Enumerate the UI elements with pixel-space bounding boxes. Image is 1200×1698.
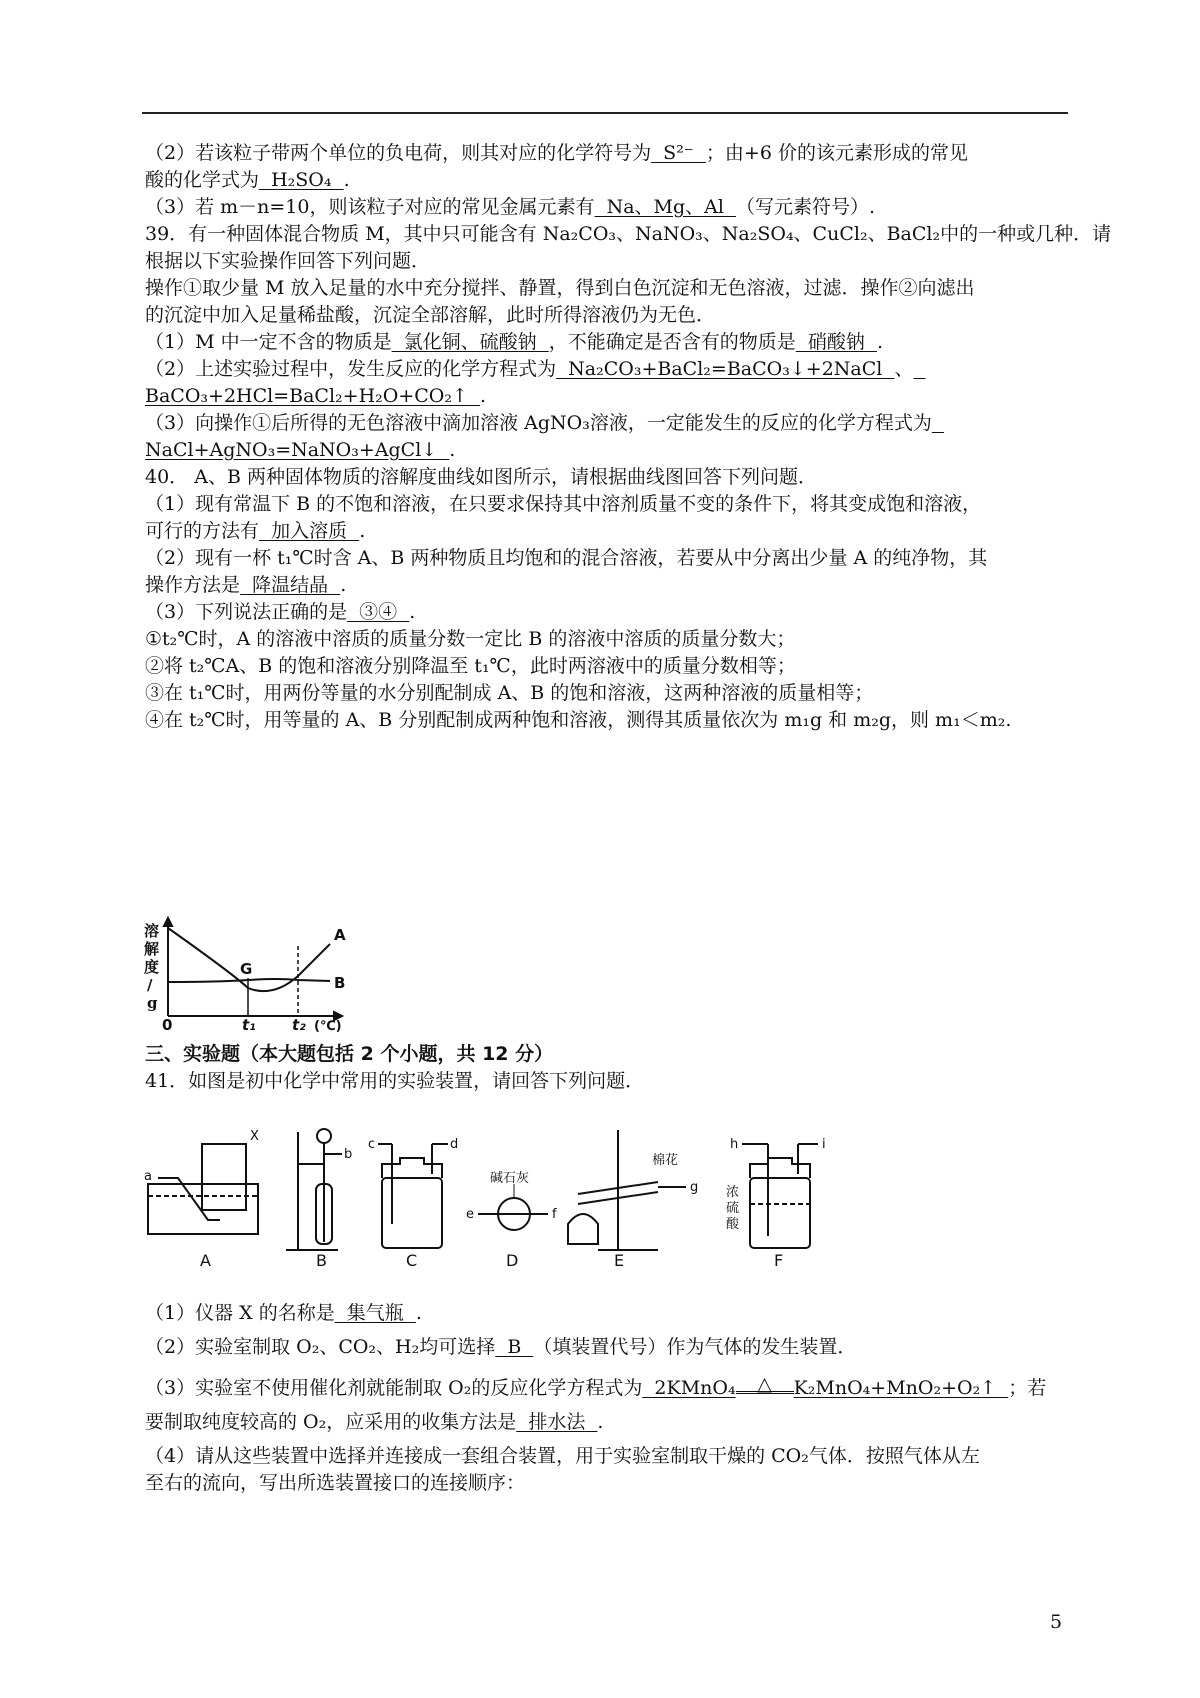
- q39-part2-line2: BaCO₃+2HCl=BaCl₂+H₂O+CO₂↑ .: [145, 385, 487, 407]
- q40-option-4: ④在 t₂℃时，用等量的 A、B 分别配制成两种饱和溶液，测得其质量依次为 m₁g 和 m₂g，则 m₁＜m₂.: [145, 709, 1012, 731]
- apparatus-b: [286, 1129, 342, 1250]
- apparatus-a: [148, 1144, 258, 1234]
- acid-label: 硫: [726, 1201, 740, 1216]
- soda-lime-label: 碱石灰: [490, 1171, 530, 1186]
- q38-part3: （3）若 m－n=10，则该粒子对应的常见金属元素有 Na、Mg、Al （写元素符号）.: [145, 196, 876, 218]
- apparatus-d: [478, 1184, 548, 1230]
- answer-blank: Na₂CO₃+BaCl₂=BaCO₃↓+2NaCl: [556, 358, 895, 380]
- answer-blank: BaCO₃+2HCl=BaCl₂+H₂O+CO₂↑: [145, 385, 480, 407]
- answer-blank: NaCl+AgNO₃=NaNO₃+AgCl↓: [145, 439, 450, 461]
- port-label: a: [144, 1169, 152, 1184]
- t2-label: t₂: [292, 1016, 306, 1032]
- ylabel-char: 解: [144, 940, 160, 958]
- jar-x-label: X: [250, 1129, 259, 1144]
- q40-option-1: ①t₂℃时，A 的溶液中溶质的质量分数一定比 B 的溶液中溶质的质量分数大；: [145, 628, 796, 650]
- q41-part4-line1: （4）请从这些装置中选择并连接成一套组合装置，用于实验室制取干燥的 CO₂气体．按照气体从左: [145, 1445, 980, 1467]
- port-label: f: [552, 1207, 557, 1222]
- apparatus-label-d: D: [506, 1251, 519, 1270]
- heat-symbol: △: [736, 1377, 794, 1394]
- acid-label: 浓: [726, 1185, 740, 1200]
- q39-part1: （1）M 中一定不含的物质是 氯化铜、硫酸钠 ，不能确定是否含有的物质是 硝酸钠 .: [145, 331, 883, 353]
- port-label: i: [822, 1137, 826, 1152]
- origin-label: 0: [162, 1016, 173, 1032]
- q39-stem-3: 操作①取少量 M 放入足量的水中充分搅拌、静置，得到白色沉淀和无色溶液，过滤．操作②向滤出: [145, 277, 975, 299]
- apparatus-label-c: C: [406, 1251, 418, 1270]
- page-content-q41: [145, 1300, 1065, 1497]
- q38-part2-line1: （2）若该粒子带两个单位的负电荷，则其对应的化学符号为 S²⁻ ；由+6 价的该元素形成的常见: [145, 142, 968, 164]
- answer-blank: 氯化铜、硫酸钠: [391, 331, 549, 353]
- q40-option-3: ③在 t₁℃时，用两份等量的水分别配制成 A、B 的饱和溶液，这两种溶液的质量相等；: [145, 682, 874, 704]
- q39-stem-2: 根据以下实验操作回答下列问题．: [145, 250, 431, 272]
- q39-part3-line1: （3）向操作①后所得的无色溶液中滴加溶液 AgNO₃溶液，一定能发生的反应的化学方程式为: [145, 410, 1065, 437]
- q41-part4-line2: 至右的流向，写出所选装置接口的连接顺序：: [145, 1472, 526, 1494]
- acid-label: 酸: [726, 1217, 740, 1232]
- q39-part2-line1: （2）上述实验过程中，发生反应的化学方程式为 Na₂CO₃+BaCl₂=BaCO₃↓+2NaCl 、: [145, 356, 1065, 383]
- q40-part1-line1: （1）现有常温下 B 的不饱和溶液，在只要求保持其中溶剂质量不变的条件下，将其变成饱和溶液，: [145, 493, 982, 515]
- q39-part3-line2: NaCl+AgNO₃=NaNO₃+AgCl↓ .: [145, 439, 456, 461]
- q38-part2-line2: 酸的化学式为 H₂SO₄ .: [145, 169, 350, 191]
- q40-part2-line2: 操作方法是 降温结晶 .: [145, 574, 347, 596]
- answer-blank: 2KMnO₄: [642, 1377, 736, 1399]
- answer-blank: 排水法: [516, 1411, 598, 1433]
- apparatus-label-f: F: [774, 1251, 784, 1270]
- answer-blank: ③④: [347, 601, 410, 623]
- ylabel-char: 溶: [144, 922, 160, 940]
- port-label: b: [344, 1147, 353, 1162]
- q40-stem: 40． A、B 两种固体物质的溶解度曲线如图所示，请根据曲线图回答下列问题．: [145, 466, 817, 488]
- apparatus-figure: [138, 1124, 878, 1270]
- page-content: [145, 140, 1112, 734]
- curve-b: [168, 979, 330, 982]
- page-content-lower: [145, 1041, 1065, 1095]
- apparatus-label-e: E: [614, 1251, 625, 1270]
- header-rule: [142, 112, 1068, 114]
- curve-b-label: B: [334, 974, 346, 992]
- apparatus-label-b: B: [316, 1251, 327, 1270]
- curve-a-label: A: [334, 926, 346, 944]
- q39-stem-1: 39．有一种固体混合物质 M，其中只可能含有 Na₂CO₃、NaNO₃、Na₂SO₄、CuCl₂、BaCl₂中的一种或几种．请: [145, 223, 1112, 245]
- t1-label: t₁: [242, 1016, 256, 1032]
- cotton-label: 棉花: [652, 1153, 679, 1168]
- answer-blank: 加入溶质: [259, 520, 360, 542]
- point-g-label: G: [240, 960, 253, 978]
- port-label: d: [450, 1137, 459, 1152]
- q40-option-2: ②将 t₂℃A、B 的饱和溶液分别降温至 t₁℃，此时两溶液中的质量分数相等；: [145, 655, 796, 677]
- section-3-title: 三、实验题（本大题包括 2 个小题，共 12 分）: [145, 1043, 554, 1065]
- q41-part1: （1）仪器 X 的名称是 集气瓶 .: [145, 1302, 422, 1324]
- solubility-graph: [138, 916, 378, 1032]
- q40-part2-line1: （2）现有一杯 t₁℃时含 A、B 两种物质且均饱和的混合溶液，若要从中分离出少量 A 的纯净物，其: [145, 547, 988, 569]
- answer-blank: [932, 412, 944, 434]
- q41-stem: 41．如图是初中化学中常用的实验装置，请回答下列问题．: [145, 1070, 645, 1092]
- port-label: h: [730, 1137, 739, 1152]
- answer-blank: 集气瓶: [334, 1302, 416, 1324]
- answer-blank: K₂MnO₄+MnO₂+O₂↑: [793, 1377, 1009, 1399]
- ylabel-char: /: [147, 976, 153, 994]
- ylabel-char: g: [147, 994, 158, 1012]
- answer-blank: S²⁻: [651, 142, 706, 164]
- y-axis-arrow: [164, 918, 172, 926]
- unit-label: (℃): [314, 1019, 342, 1032]
- ylabel-char: 度: [144, 958, 160, 976]
- q39-stem-4: 的沉淀中加入足量稀盐酸，沉淀全部溶解，此时所得溶液仍为无色．: [145, 304, 716, 326]
- q41-part3-line2: 要制取纯度较高的 O₂，应采用的收集方法是 排水法 .: [145, 1411, 604, 1433]
- apparatus-f: [742, 1144, 818, 1248]
- q41-part3-line1: （3）实验室不使用催化剂就能制取 O₂的反应化学方程式为 2KMnO₄ △ K₂MnO₄+MnO₂+O₂↑ ；若: [145, 1373, 1047, 1399]
- q40-part3: （3）下列说法正确的是 ③④ .: [145, 601, 416, 623]
- port-label: e: [466, 1207, 474, 1222]
- answer-blank: 降温结晶: [240, 574, 341, 596]
- apparatus-label-a: A: [200, 1251, 211, 1270]
- port-label: c: [368, 1137, 376, 1152]
- answer-blank: 硝酸钠: [795, 331, 877, 353]
- q40-part1-line2: 可行的方法有 加入溶质 .: [145, 520, 366, 542]
- port-label: g: [690, 1180, 699, 1195]
- answer-blank: Na、Mg、Al: [594, 196, 737, 218]
- apparatus-e: [568, 1130, 686, 1250]
- apparatus-c: [378, 1144, 448, 1248]
- answer-blank: H₂SO₄: [259, 169, 344, 191]
- answer-blank: B: [495, 1336, 534, 1358]
- q41-part2: （2）实验室制取 O₂、CO₂、H₂均可选择 B （填装置代号）作为气体的发生装置．: [145, 1336, 857, 1358]
- answer-blank: [913, 358, 925, 380]
- page-number: 5: [1050, 1611, 1063, 1633]
